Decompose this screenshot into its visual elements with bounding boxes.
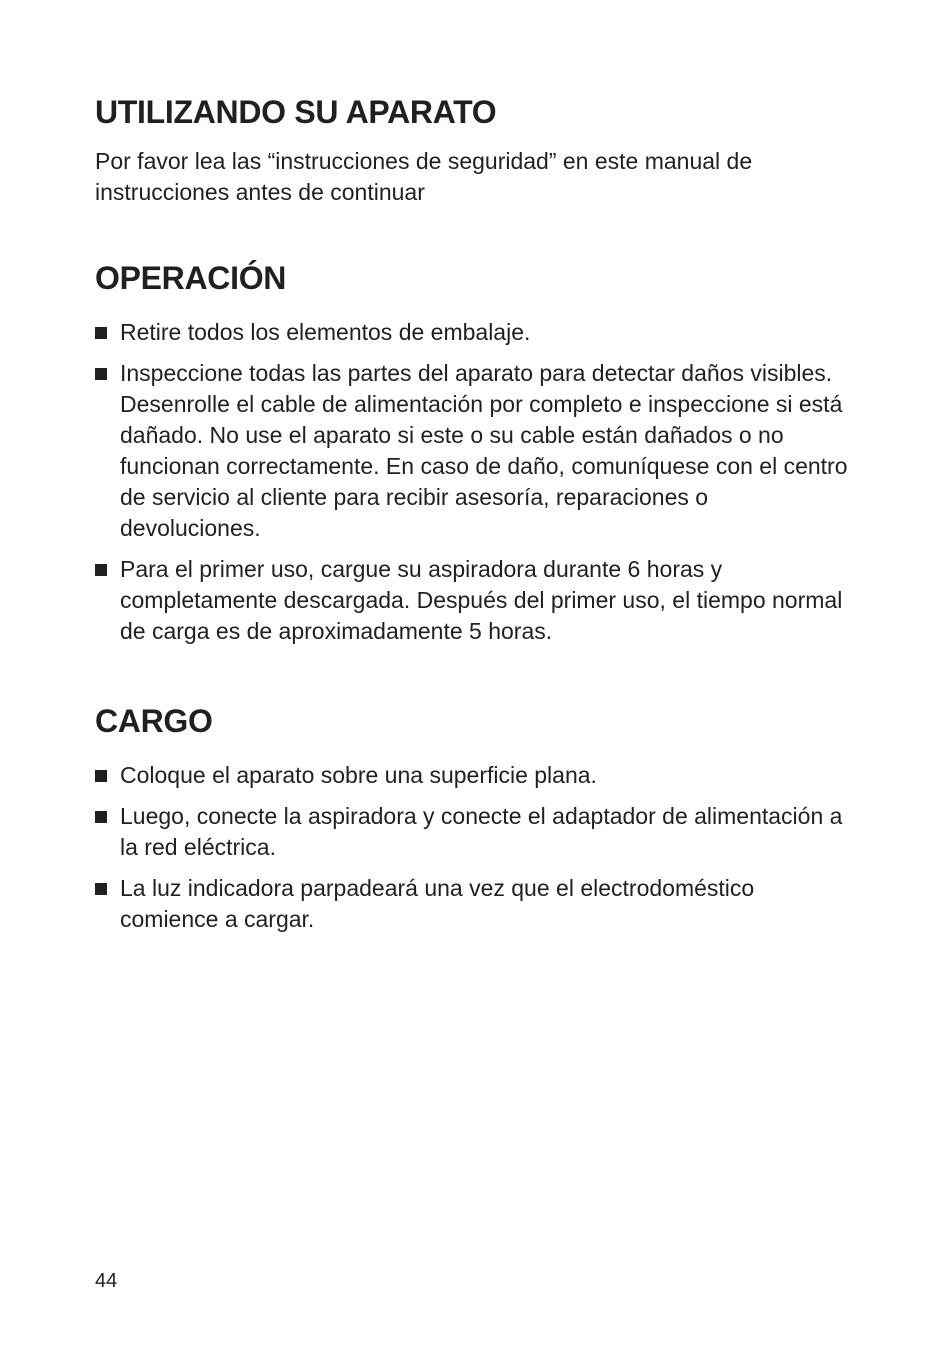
list-item xyxy=(95,358,855,544)
section-title-using: UTILIZANDO SU APARATO xyxy=(95,94,497,130)
list-item xyxy=(95,801,855,863)
intro-text: Por favor lea las “instrucciones de seguridad” en este manual de instrucciones antes de continuar xyxy=(95,148,753,205)
square-bullet-icon xyxy=(95,368,107,380)
list-item xyxy=(95,760,855,791)
square-bullet-icon xyxy=(95,883,107,895)
list-item-text: Retire todos los elementos de embalaje. xyxy=(120,319,531,345)
page-number: 44 xyxy=(95,1270,118,1292)
square-bullet-icon xyxy=(95,770,107,782)
square-bullet-icon xyxy=(95,564,107,576)
list-item xyxy=(95,873,855,935)
list-item-text: Para el primer uso, cargue su aspiradora durante 6 horas y completamente descargada. Después del primer uso, el tiempo normal de carga es de aproximadamente 5 horas. xyxy=(120,556,843,644)
section-title-operation: OPERACIÓN xyxy=(95,260,287,296)
list-item-text: La luz indicadora parpadeará una vez que el electrodoméstico comience a cargar. xyxy=(120,875,755,932)
list-item-text: Luego, conecte la aspiradora y conecte el adaptador de alimentación a la red eléctrica. xyxy=(120,803,843,860)
square-bullet-icon xyxy=(95,811,107,823)
list-item-text: Coloque el aparato sobre una superficie plana. xyxy=(120,762,597,788)
charging-list xyxy=(95,760,855,935)
list-item-text: Inspeccione todas las partes del aparato para detectar daños visibles. Desenrolle el cable de alimentación por completo e inspeccione si está dañado. No use el aparato si este o su cable están dañados o no funcionan correctamente. En caso de daño, comuníquese con el centro de servicio al cliente para recibir asesoría, reparaciones o devoluciones. xyxy=(120,360,848,541)
list-item xyxy=(95,317,855,348)
square-bullet-icon xyxy=(95,327,107,339)
operation-list xyxy=(95,317,855,647)
section-title-charging: CARGO xyxy=(95,703,213,739)
list-item xyxy=(95,554,855,647)
